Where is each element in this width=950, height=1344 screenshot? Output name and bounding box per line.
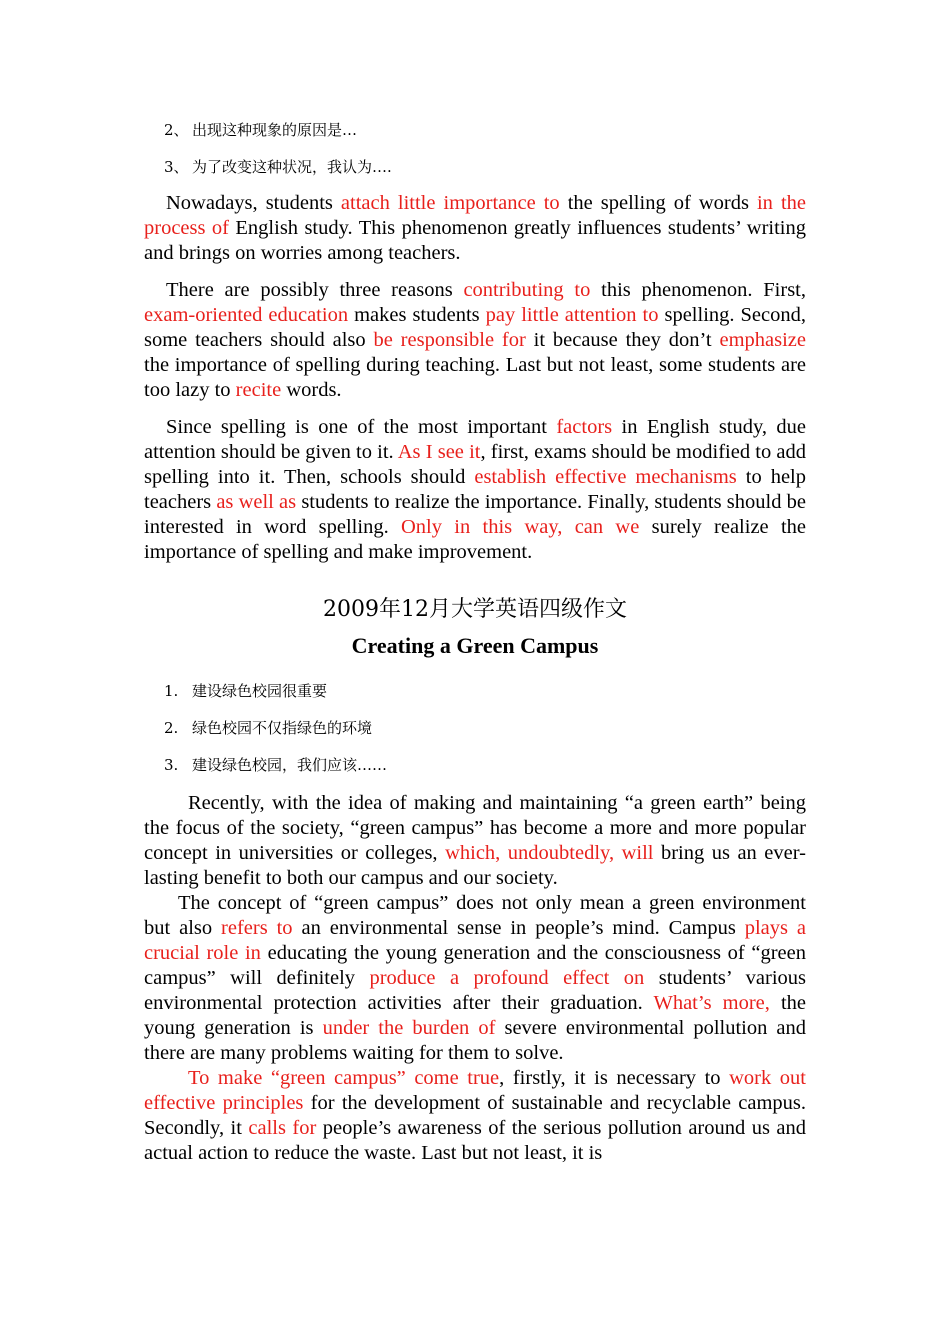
text-run: for the development of sustainable and recyclable campus. Secondly, it [144, 1092, 806, 1139]
section-heading-english: Creating a Green Campus [351, 633, 599, 658]
document-page [144, 120, 806, 1166]
outline-number: 3. [164, 756, 179, 774]
highlighted-phrase: establish effective mechanisms [474, 466, 737, 488]
text-run: this phenomenon. First, [590, 279, 807, 301]
text-run: spelling. Second, some teachers should also [144, 304, 806, 351]
highlighted-phrase: be responsible for [373, 329, 526, 351]
text-run: the spelling of words [559, 192, 757, 214]
highlighted-phrase: pay little attention to [485, 304, 659, 326]
outline-text: 为了改变这种状况，我认为…. [192, 158, 392, 176]
text-run: to help teachers [144, 466, 806, 513]
outline-item [164, 681, 806, 701]
section-heading-chinese: 2009年12月大学英语四级作文 [323, 597, 627, 622]
highlighted-phrase: under the burden of [322, 1017, 496, 1039]
outline-number: 1. [164, 682, 179, 700]
outline-number: 2. [164, 719, 179, 737]
highlighted-phrase: calls for [248, 1117, 317, 1139]
highlighted-phrase: work out effective principles [144, 1067, 806, 1114]
highlighted-phrase: As I see it [397, 441, 481, 463]
outline-item [164, 718, 806, 738]
text-run: an environmental sense in people’s mind. Campus [292, 917, 745, 939]
highlighted-phrase: which, undoubtedly, will [445, 842, 654, 864]
outline-number: 3、 [164, 158, 189, 176]
essay1-paragraph-2 [144, 278, 806, 403]
highlighted-phrase: Only in this way, can we [401, 516, 640, 538]
outline-item [164, 157, 806, 177]
highlighted-phrase: recite [235, 379, 282, 401]
essay2-paragraph-2 [144, 891, 806, 1066]
text-run: bring us an ever-lasting benefit to both our campus and our society. [144, 842, 806, 889]
outline-text: 建设绿色校园很重要 [192, 682, 328, 700]
highlighted-phrase: as well as [216, 491, 297, 513]
text-run: words. [281, 379, 342, 401]
outline-text: 建设绿色校园，我们应该…… [192, 756, 388, 774]
text-run: students to realize the importance. Finally, students should be interested in word spelling. [144, 491, 806, 538]
highlighted-phrase: in the process of [144, 192, 807, 239]
highlighted-phrase: contributing to [463, 279, 591, 301]
outline-item [164, 755, 806, 775]
text-run: the importance of spelling during teaching. Last but not least, some students are too lazy to [144, 354, 806, 401]
essay2-paragraph-1 [144, 791, 806, 891]
highlighted-phrase: plays a crucial role in [144, 917, 806, 964]
outline-text: 绿色校园不仅指绿色的环境 [192, 719, 373, 737]
essay2-paragraph-3 [144, 1066, 806, 1166]
text-run: educating the young generation and the consciousness of “green campus” will definitely [144, 942, 806, 989]
text-run: English study. This phenomenon greatly influences students’ writing and brings on worries among teachers. [144, 217, 807, 264]
text-run: people’s awareness of the serious pollution around us and actual action to reduce the waste. Last but not least, it is [144, 1117, 806, 1164]
highlighted-phrase: refers to [221, 917, 293, 939]
highlighted-phrase: factors [556, 416, 613, 438]
text-run: Recently, with the idea of making and maintaining “a green earth” being the focus of the society, “green campus” has become a more and more popular concept in universities or colleges, [144, 792, 806, 864]
text-run: Nowadays, students [166, 192, 341, 214]
text-run: makes students [348, 304, 486, 326]
outline-item [164, 120, 806, 140]
outline-text: 出现这种现象的原因是… [192, 121, 358, 139]
text-run: Since spelling is one of the most important [166, 416, 557, 438]
highlighted-phrase: attach little importance to [340, 192, 560, 214]
text-run: , first, exams should be modified to add spelling into it. Then, schools should [144, 441, 806, 488]
text-run: surely realize the importance of spelling and make improvement. [144, 516, 806, 563]
essay1-paragraph-1 [144, 191, 806, 266]
text-run: severe environmental pollution and there are many problems waiting for them to solve. [144, 1017, 806, 1064]
text-run: it because they don’t [525, 329, 720, 351]
highlighted-phrase: produce a profound effect on [369, 967, 645, 989]
essay1-paragraph-3 [144, 415, 806, 565]
outline-number: 2、 [164, 121, 189, 139]
highlighted-phrase: To make “green campus” come true [188, 1067, 500, 1089]
text-run: in English study, due attention should be given to it. [144, 416, 807, 463]
highlighted-phrase: What’s more, [653, 992, 770, 1014]
highlighted-phrase: exam-oriented education [144, 304, 349, 326]
text-run: students’ various environmental protection activities after their graduation. [144, 967, 806, 1014]
text-run: , firstly, it is necessary to [499, 1067, 730, 1089]
text-run: There are possibly three reasons [166, 279, 464, 301]
text-run: the young generation is [144, 992, 806, 1039]
text-run: The concept of “green campus” does not only mean a green environment but also [144, 892, 806, 939]
highlighted-phrase: emphasize [719, 329, 806, 351]
